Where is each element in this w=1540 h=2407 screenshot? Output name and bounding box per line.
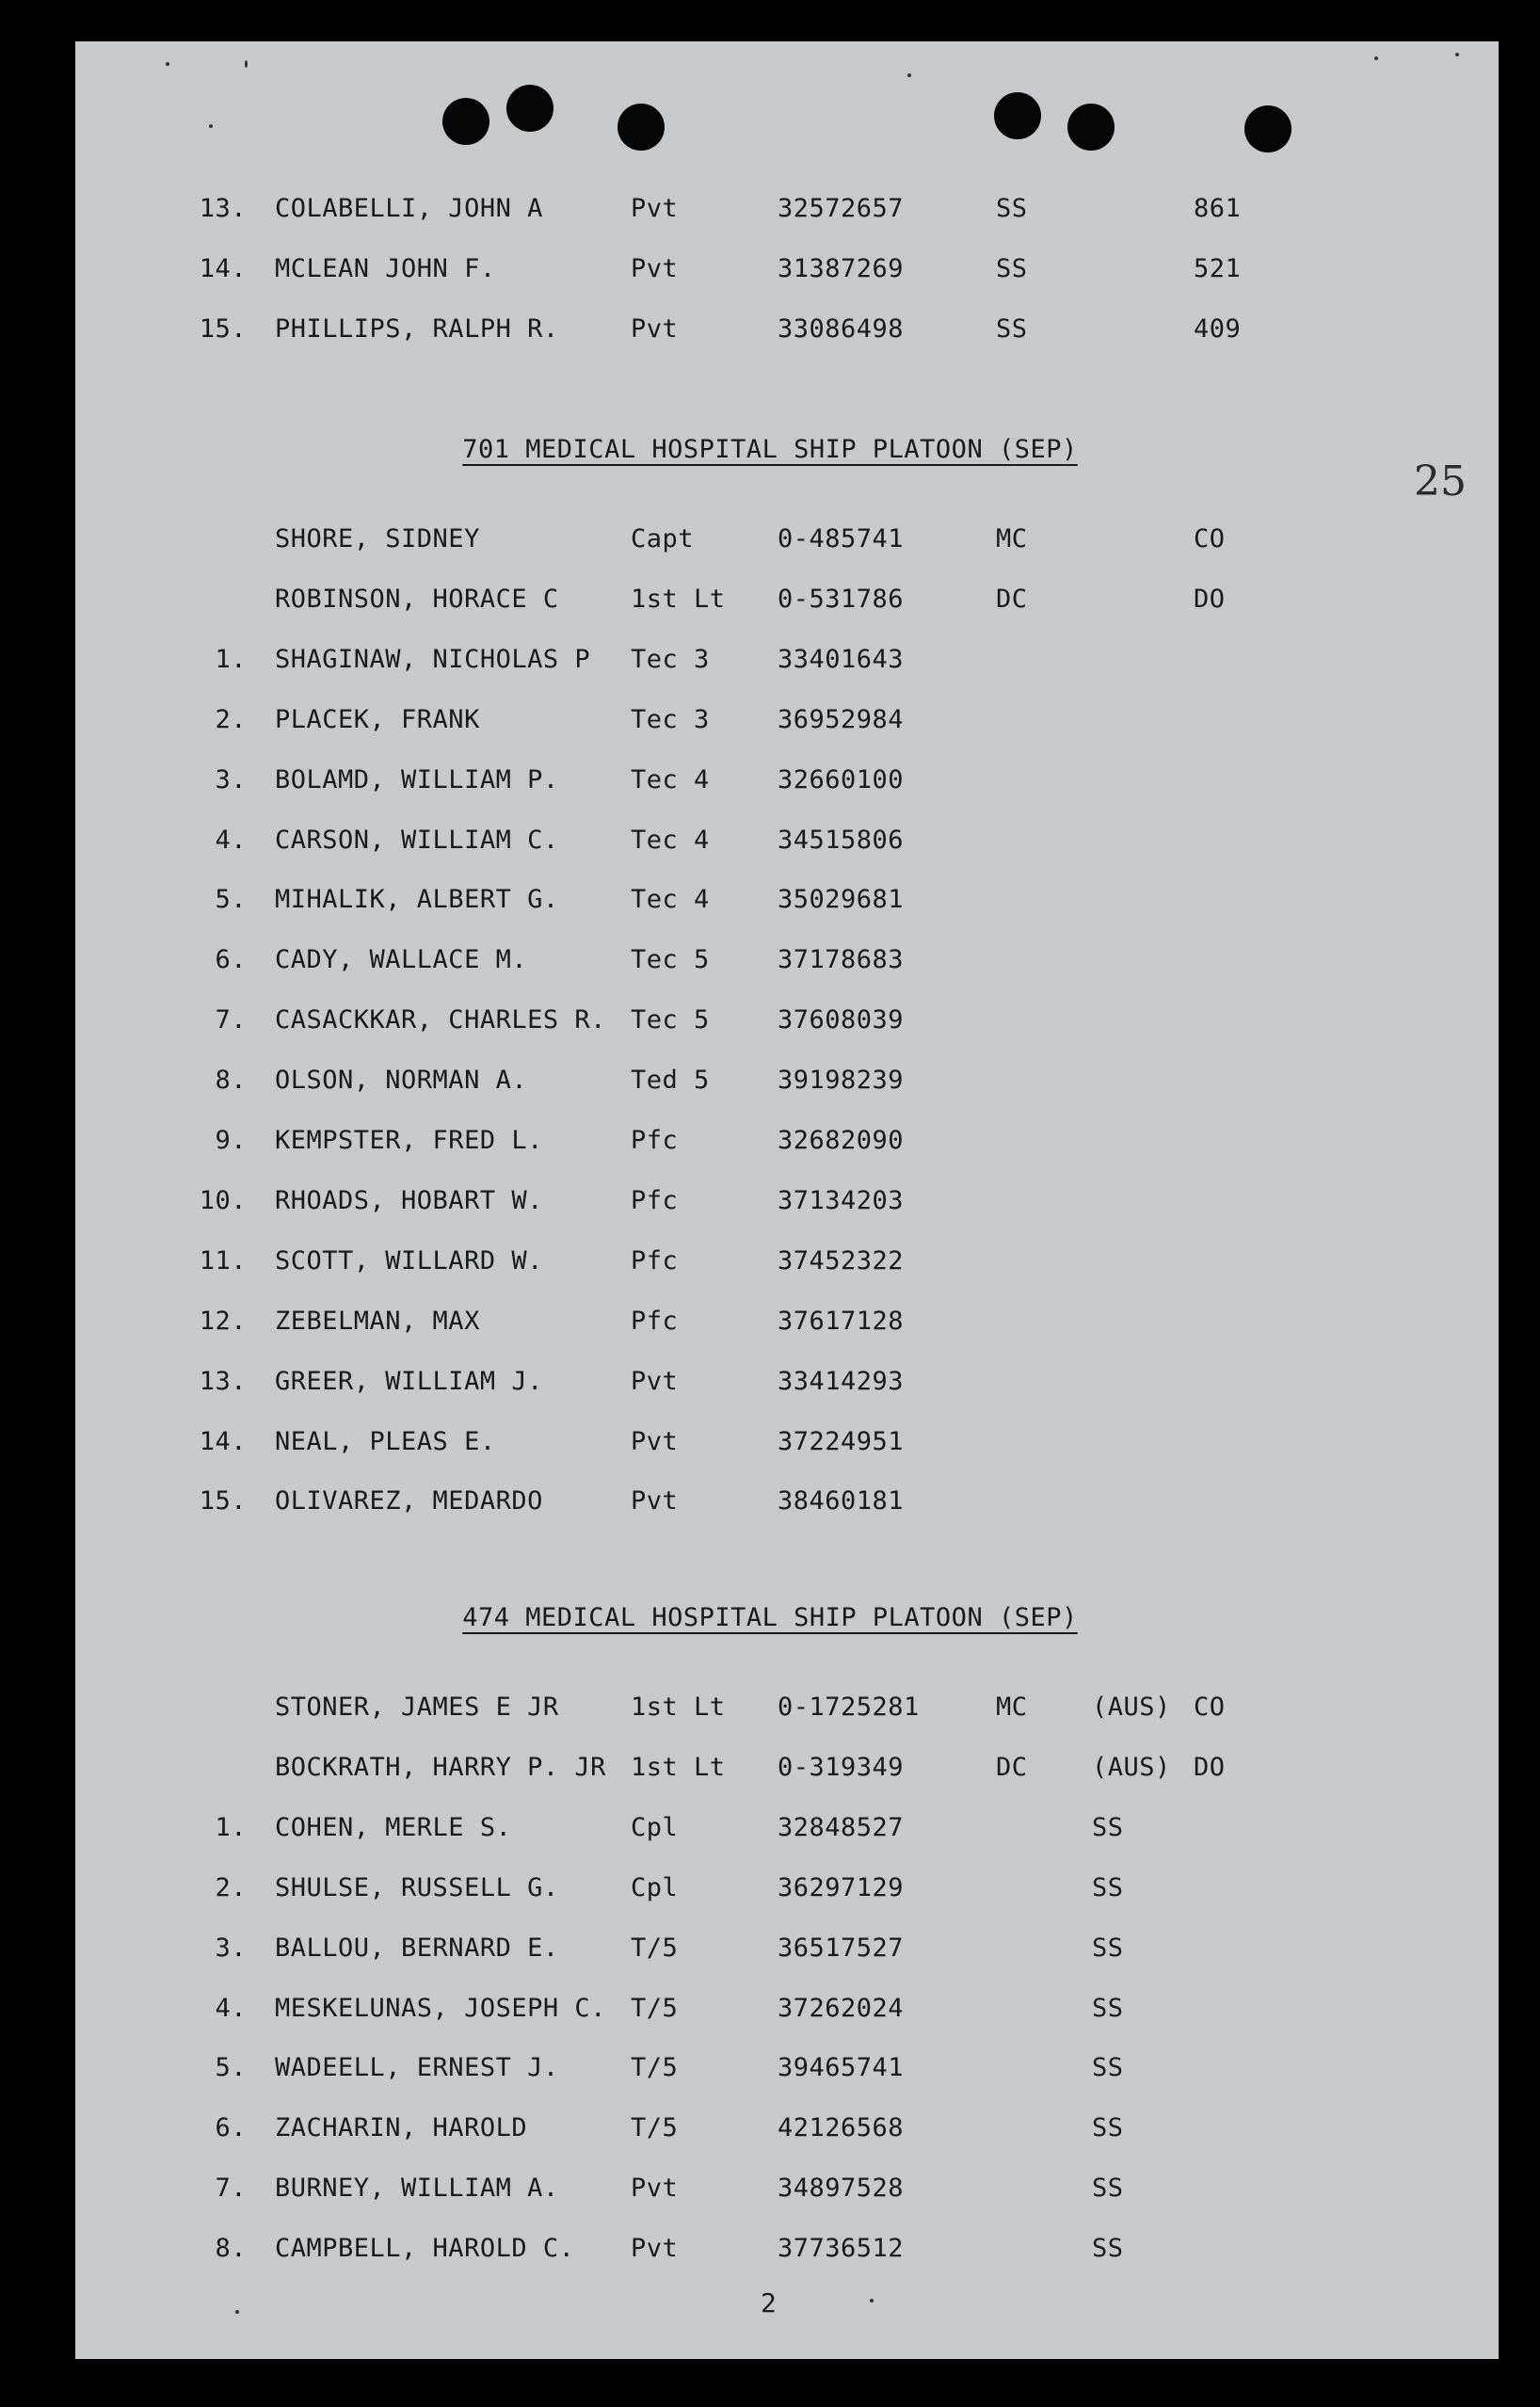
soldier-name: STONER, JAMES E JR — [275, 1693, 559, 1722]
serial-number: 37178683 — [778, 945, 905, 974]
roster-row — [0, 2230, 1540, 2268]
soldier-name: CARSON, WILLIAM C. — [275, 826, 559, 855]
soldier-name: OLIVAREZ, MEDARDO — [275, 1486, 543, 1516]
soldier-name: MCLEAN JOHN F. — [275, 254, 496, 283]
row-number: 12. — [199, 1307, 247, 1336]
dust-speck — [907, 73, 911, 77]
dust-speck — [245, 60, 248, 68]
row-number: 3. — [215, 1934, 247, 1963]
serial-number: 37608039 — [778, 1005, 905, 1035]
rank: Pvt — [631, 1367, 679, 1396]
row-number: 6. — [215, 945, 247, 974]
serial-number: 31387269 — [778, 254, 905, 283]
roster-row — [0, 1182, 1540, 1220]
soldier-name: RHOADS, HOBART W. — [275, 1186, 543, 1215]
rank: Capt — [631, 524, 695, 554]
soldier-name: CASACKKAR, CHARLES R. — [275, 1005, 606, 1035]
row-number: 9. — [215, 1126, 247, 1155]
row-number: 5. — [215, 2053, 247, 2082]
roster-row — [0, 822, 1540, 859]
component-code: SS — [1092, 2113, 1124, 2142]
serial-number: 32660100 — [778, 765, 905, 794]
rank: Pfc — [631, 1246, 679, 1276]
serial-number: 33086498 — [778, 314, 905, 344]
section-heading-text: 474 MEDICAL HOSPITAL SHIP PLATOON (SEP) — [462, 1603, 1078, 1632]
soldier-name: CADY, WALLACE M. — [275, 945, 528, 974]
soldier-name: GREER, WILLIAM J. — [275, 1367, 543, 1396]
roster-row — [0, 762, 1540, 799]
soldier-name: NEAL, PLEAS E. — [275, 1427, 496, 1456]
soldier-name: COHEN, MERLE S. — [275, 1813, 512, 1842]
serial-number: 37452322 — [778, 1246, 905, 1276]
serial-number: 37134203 — [778, 1186, 905, 1215]
rank: Ted 5 — [631, 1066, 710, 1095]
serial-number: 37617128 — [778, 1307, 905, 1336]
soldier-name: OLSON, NORMAN A. — [275, 1066, 528, 1095]
row-number: 5. — [215, 885, 247, 914]
row-number: 8. — [215, 2234, 247, 2263]
row-number: 7. — [215, 1005, 247, 1035]
serial-number: 37262024 — [778, 1994, 905, 2023]
roster-row — [0, 2110, 1540, 2147]
serial-number: 32572657 — [778, 194, 905, 223]
row-number: 4. — [215, 826, 247, 855]
roster-row — [0, 2049, 1540, 2087]
rank: T/5 — [631, 1994, 679, 2023]
dust-speck — [1455, 53, 1459, 56]
row-number: 11. — [199, 1246, 247, 1276]
row-number: 14. — [199, 1427, 247, 1456]
soldier-name: SHULSE, RUSSELL G. — [275, 1873, 559, 1902]
row-number: 13. — [199, 1367, 247, 1396]
soldier-name: WADEELL, ERNEST J. — [275, 2053, 559, 2082]
binder-hole-icon — [442, 98, 489, 145]
roster-row — [0, 1122, 1540, 1160]
rank: T/5 — [631, 2113, 679, 2142]
branch-code: MC — [996, 524, 1028, 554]
row-number: 13. — [199, 194, 247, 223]
serial-number: 0-531786 — [778, 585, 905, 614]
rank: Pfc — [631, 1186, 679, 1215]
soldier-name: SHAGINAW, NICHOLAS P — [275, 645, 591, 674]
soldier-name: COLABELLI, JOHN A — [275, 194, 543, 223]
duty-code: 521 — [1194, 254, 1242, 283]
duty-code: DO — [1194, 585, 1226, 614]
roster-row — [0, 1363, 1540, 1401]
serial-number: 37224951 — [778, 1427, 905, 1456]
roster-row — [0, 1869, 1540, 1907]
component-code: SS — [1092, 2053, 1124, 2082]
roster-row — [0, 1689, 1540, 1726]
duty-code: DO — [1194, 1753, 1226, 1782]
section-heading — [0, 431, 1540, 469]
page-number: 25 — [1414, 457, 1467, 505]
binder-hole-icon — [994, 92, 1041, 139]
row-number: 8. — [215, 1066, 247, 1095]
roster-row — [0, 641, 1540, 679]
rank: Tec 3 — [631, 705, 710, 734]
rank: Tec 5 — [631, 945, 710, 974]
roster-row — [0, 1243, 1540, 1280]
roster-row — [0, 2170, 1540, 2207]
rank: Pvt — [631, 2234, 679, 2263]
roster-row — [0, 1749, 1540, 1787]
component-code: SS — [1092, 2234, 1124, 2263]
branch-code: DC — [996, 1753, 1028, 1782]
branch-code: MC — [996, 1693, 1028, 1722]
rank: Tec 4 — [631, 826, 710, 855]
rank: Tec 4 — [631, 885, 710, 914]
rank: Cpl — [631, 1813, 679, 1842]
component-code: SS — [1092, 1873, 1124, 1902]
component-code: (AUS) — [1092, 1753, 1171, 1782]
serial-number: 34515806 — [778, 826, 905, 855]
roster-row — [0, 1990, 1540, 2028]
roster-row — [0, 311, 1540, 348]
serial-number: 39465741 — [778, 2053, 905, 2082]
binder-hole-icon — [618, 104, 665, 151]
roster-row — [0, 1062, 1540, 1099]
soldier-name: ZACHARIN, HAROLD — [275, 2113, 528, 2142]
row-number: 3. — [215, 765, 247, 794]
row-number: 6. — [215, 2113, 247, 2142]
binder-hole-icon — [1067, 104, 1115, 151]
rank: Pvt — [631, 194, 679, 223]
roster-row — [0, 1423, 1540, 1461]
serial-number: 36297129 — [778, 1873, 905, 1902]
roster-row — [0, 250, 1540, 288]
rank: Tec 5 — [631, 1005, 710, 1035]
dust-speck — [1374, 56, 1378, 60]
serial-number: 37736512 — [778, 2234, 905, 2263]
duty-code: 409 — [1194, 314, 1242, 344]
dust-speck — [235, 2310, 239, 2314]
branch-code: SS — [996, 194, 1028, 223]
soldier-name: MIHALIK, ALBERT G. — [275, 885, 559, 914]
component-code: SS — [1092, 1994, 1124, 2023]
roster-row — [0, 881, 1540, 919]
roster-row — [0, 701, 1540, 739]
binder-hole-icon — [1244, 105, 1291, 152]
rank: Tec 3 — [631, 645, 710, 674]
duty-code: CO — [1194, 1693, 1226, 1722]
row-number: 15. — [199, 1486, 247, 1516]
roster-row — [0, 1002, 1540, 1039]
roster-row — [0, 521, 1540, 558]
section-heading — [0, 1599, 1540, 1637]
rank: 1st Lt — [631, 1753, 726, 1782]
soldier-name: MESKELUNAS, JOSEPH C. — [275, 1994, 606, 2023]
roster-row — [0, 1809, 1540, 1847]
serial-number: 0-1725281 — [778, 1693, 920, 1722]
row-number: 2. — [215, 1873, 247, 1902]
section-heading-text: 701 MEDICAL HOSPITAL SHIP PLATOON (SEP) — [462, 435, 1078, 464]
rank: 1st Lt — [631, 585, 726, 614]
component-code: SS — [1092, 2174, 1124, 2203]
serial-number: 36517527 — [778, 1934, 905, 1963]
footer-page-number: 2 — [761, 2287, 777, 2319]
component-code: (AUS) — [1092, 1693, 1171, 1722]
dust-speck — [870, 2299, 874, 2303]
component-code: SS — [1092, 1934, 1124, 1963]
soldier-name: ROBINSON, HORACE C — [275, 585, 559, 614]
serial-number: 39198239 — [778, 1066, 905, 1095]
soldier-name: KEMPSTER, FRED L. — [275, 1126, 543, 1155]
serial-number: 32848527 — [778, 1813, 905, 1842]
serial-number: 33414293 — [778, 1367, 905, 1396]
row-number: 1. — [215, 645, 247, 674]
rank: 1st Lt — [631, 1693, 726, 1722]
soldier-name: BALLOU, BERNARD E. — [275, 1934, 559, 1963]
row-number: 15. — [199, 314, 247, 344]
serial-number: 42126568 — [778, 2113, 905, 2142]
rank: Pfc — [631, 1307, 679, 1336]
roster-row — [0, 1930, 1540, 1967]
roster-row — [0, 190, 1540, 228]
soldier-name: BOCKRATH, HARRY P. JR — [275, 1753, 606, 1782]
soldier-name: PHILLIPS, RALPH R. — [275, 314, 559, 344]
serial-number: 0-319349 — [778, 1753, 905, 1782]
branch-code: DC — [996, 585, 1028, 614]
row-number: 4. — [215, 1994, 247, 2023]
roster-row — [0, 1483, 1540, 1520]
soldier-name: PLACEK, FRANK — [275, 705, 480, 734]
soldier-name: ZEBELMAN, MAX — [275, 1307, 480, 1336]
serial-number: 33401643 — [778, 645, 905, 674]
row-number: 1. — [215, 1813, 247, 1842]
rank: Pvt — [631, 1486, 679, 1516]
duty-code: 861 — [1194, 194, 1242, 223]
roster-row — [0, 1303, 1540, 1340]
soldier-name: BURNEY, WILLIAM A. — [275, 2174, 559, 2203]
soldier-name: CAMPBELL, HAROLD C. — [275, 2234, 575, 2263]
rank: Tec 4 — [631, 765, 710, 794]
binder-hole-icon — [506, 85, 553, 132]
rank: Pvt — [631, 254, 679, 283]
rank: T/5 — [631, 1934, 679, 1963]
duty-code: CO — [1194, 524, 1226, 554]
rank: Pvt — [631, 314, 679, 344]
branch-code: SS — [996, 254, 1028, 283]
serial-number: 0-485741 — [778, 524, 905, 554]
dust-speck — [166, 62, 169, 66]
soldier-name: BOLAMD, WILLIAM P. — [275, 765, 559, 794]
component-code: SS — [1092, 1813, 1124, 1842]
roster-row — [0, 581, 1540, 618]
branch-code: SS — [996, 314, 1028, 344]
rank: Pvt — [631, 2174, 679, 2203]
serial-number: 32682090 — [778, 1126, 905, 1155]
rank: Cpl — [631, 1873, 679, 1902]
soldier-name: SHORE, SIDNEY — [275, 524, 480, 554]
row-number: 10. — [199, 1186, 247, 1215]
rank: Pfc — [631, 1126, 679, 1155]
serial-number: 38460181 — [778, 1486, 905, 1516]
serial-number: 35029681 — [778, 885, 905, 914]
rank: Pvt — [631, 1427, 679, 1456]
rank: T/5 — [631, 2053, 679, 2082]
soldier-name: SCOTT, WILLARD W. — [275, 1246, 543, 1276]
row-number: 2. — [215, 705, 247, 734]
serial-number: 36952984 — [778, 705, 905, 734]
roster-row — [0, 941, 1540, 979]
row-number: 7. — [215, 2174, 247, 2203]
dust-speck — [209, 124, 213, 128]
row-number: 14. — [199, 254, 247, 283]
serial-number: 34897528 — [778, 2174, 905, 2203]
